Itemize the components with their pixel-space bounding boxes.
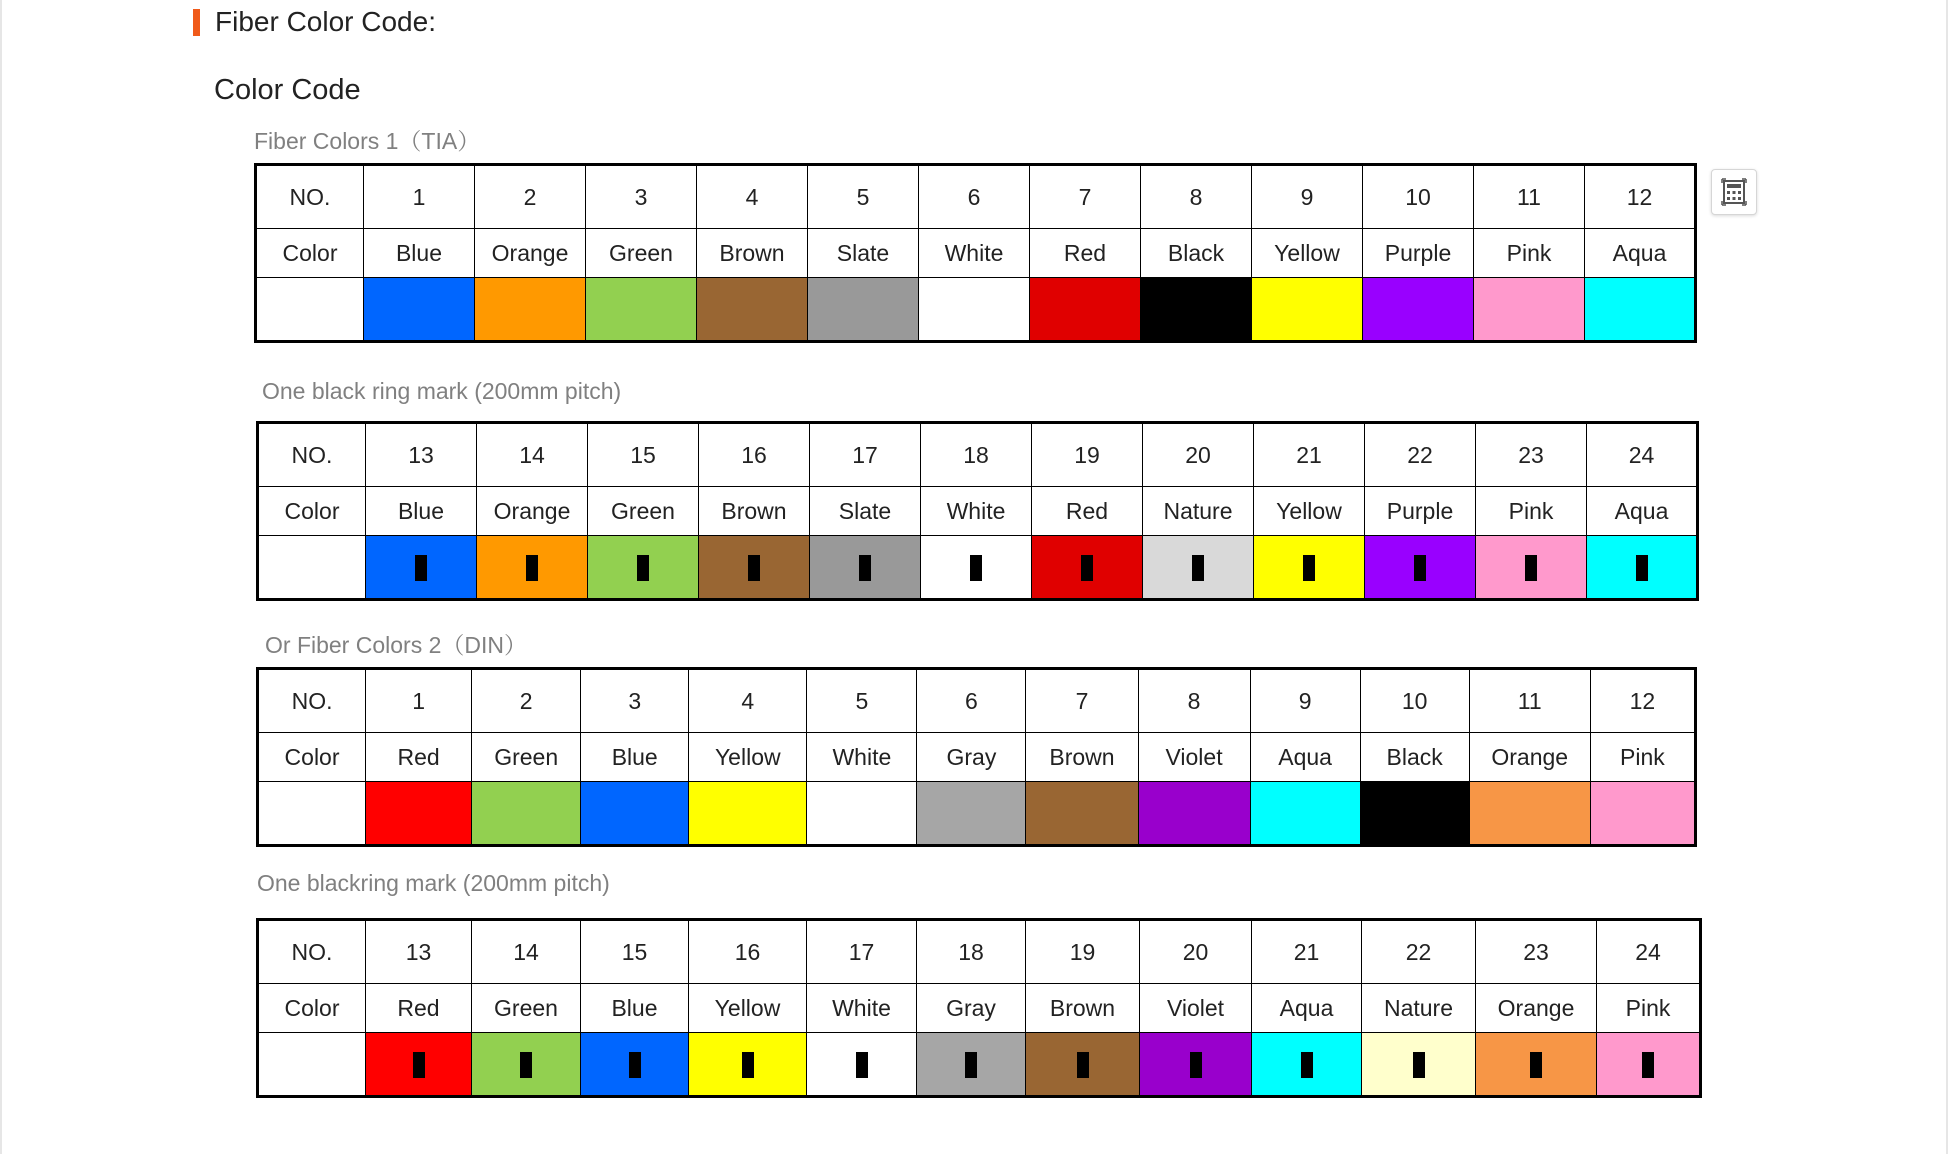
- black-ring-mark: [1525, 555, 1537, 581]
- color-swatch-cell: [364, 278, 475, 342]
- color-name-cell: Black: [1141, 229, 1252, 278]
- color-header-cell: Color: [258, 984, 366, 1033]
- color-swatch-cell: [810, 536, 921, 600]
- fiber-number-cell: 9: [1252, 165, 1363, 229]
- color-swatch-cell: [807, 782, 917, 846]
- color-swatch-cell: [366, 1033, 472, 1097]
- fiber-number-cell: 12: [1585, 165, 1696, 229]
- swatch-header-cell: [258, 536, 366, 600]
- color-swatch-cell: [1250, 782, 1360, 846]
- color-swatch-cell: [1360, 782, 1469, 846]
- color-swatch-cell: [1026, 782, 1138, 846]
- color-name-row: [256, 229, 1696, 278]
- table-caption-din: Or Fiber Colors 2（DIN）: [265, 632, 527, 658]
- black-ring-mark: [1636, 555, 1648, 581]
- color-name-cell: Gray: [917, 733, 1026, 782]
- color-name-cell: Gray: [917, 984, 1026, 1033]
- fiber-number-cell: 9: [1250, 669, 1360, 733]
- color-swatch-cell: [1252, 278, 1363, 342]
- black-ring-mark: [1077, 1052, 1089, 1078]
- color-swatch-cell: [917, 1033, 1026, 1097]
- color-header-cell: Color: [258, 487, 366, 536]
- section-heading-title: Fiber Color Code:: [215, 6, 436, 37]
- swatch-row: [258, 1033, 1701, 1097]
- fiber-number-cell: 23: [1476, 423, 1587, 487]
- black-ring-mark: [637, 555, 649, 581]
- fiber-number-cell: 5: [807, 669, 917, 733]
- fiber-number-cell: 6: [917, 669, 1026, 733]
- black-ring-mark: [1301, 1052, 1313, 1078]
- color-swatch-cell: [699, 536, 810, 600]
- color-name-cell: Pink: [1597, 984, 1701, 1033]
- no-header-cell: NO.: [258, 423, 366, 487]
- color-swatch-cell: [919, 278, 1030, 342]
- black-ring-mark: [1530, 1052, 1542, 1078]
- color-name-cell: Orange: [1469, 733, 1590, 782]
- fiber-number-cell: 18: [917, 920, 1026, 984]
- swatch-row: [258, 782, 1696, 846]
- swatch-row: [258, 536, 1698, 600]
- fiber-number-cell: 13: [366, 920, 472, 984]
- number-row: [258, 920, 1701, 984]
- color-name-cell: Red: [366, 984, 472, 1033]
- table-caption-ring-1: One black ring mark (200mm pitch): [262, 378, 622, 404]
- fiber-number-cell: 16: [689, 920, 807, 984]
- color-swatch-cell: [1474, 278, 1585, 342]
- fiber-number-cell: 4: [689, 669, 807, 733]
- color-name-cell: Blue: [581, 984, 689, 1033]
- color-swatch-cell: [366, 782, 472, 846]
- color-name-cell: Violet: [1138, 733, 1250, 782]
- number-row: [256, 165, 1696, 229]
- fiber-number-cell: 21: [1252, 920, 1362, 984]
- color-name-cell: Orange: [477, 487, 588, 536]
- color-name-cell: Brown: [1026, 984, 1140, 1033]
- color-swatch-cell: [1587, 536, 1698, 600]
- fiber-number-cell: 17: [807, 920, 917, 984]
- color-swatch-cell: [1597, 1033, 1701, 1097]
- color-name-cell: White: [919, 229, 1030, 278]
- fiber-number-cell: 1: [366, 669, 472, 733]
- color-name-row: [258, 984, 1701, 1033]
- color-swatch-cell: [1254, 536, 1365, 600]
- color-name-cell: Yellow: [689, 984, 807, 1033]
- color-name-cell: Nature: [1362, 984, 1476, 1033]
- black-ring-mark: [742, 1052, 754, 1078]
- color-swatch-cell: [807, 1033, 917, 1097]
- fiber-number-cell: 2: [475, 165, 586, 229]
- color-swatch-cell: [1365, 536, 1476, 600]
- fiber-number-cell: 2: [472, 669, 581, 733]
- color-swatch-cell: [1252, 1033, 1362, 1097]
- no-header-cell: NO.: [256, 165, 364, 229]
- heading-accent-bar: [193, 9, 200, 36]
- fiber-number-cell: 23: [1476, 920, 1597, 984]
- color-name-cell: Yellow: [689, 733, 807, 782]
- black-ring-mark: [1413, 1052, 1425, 1078]
- black-ring-mark: [1414, 555, 1426, 581]
- color-table-ring-mark-1: [256, 421, 1699, 601]
- fiber-number-cell: 6: [919, 165, 1030, 229]
- fiber-number-cell: 11: [1474, 165, 1585, 229]
- fiber-number-cell: 15: [581, 920, 689, 984]
- swatch-header-cell: [258, 1033, 366, 1097]
- black-ring-mark: [1642, 1052, 1654, 1078]
- color-name-cell: Pink: [1476, 487, 1587, 536]
- swatch-header-cell: [258, 782, 366, 846]
- fiber-number-cell: 24: [1587, 423, 1698, 487]
- color-name-cell: Green: [588, 487, 699, 536]
- color-swatch-cell: [1469, 782, 1590, 846]
- no-header-cell: NO.: [258, 920, 366, 984]
- black-ring-mark: [520, 1052, 532, 1078]
- color-name-cell: Yellow: [1252, 229, 1363, 278]
- color-name-cell: Green: [586, 229, 697, 278]
- fiber-number-cell: 22: [1365, 423, 1476, 487]
- color-name-cell: White: [807, 733, 917, 782]
- color-swatch-cell: [477, 536, 588, 600]
- fiber-number-cell: 1: [364, 165, 475, 229]
- color-name-cell: Green: [472, 984, 581, 1033]
- color-name-cell: Slate: [810, 487, 921, 536]
- color-swatch-cell: [472, 1033, 581, 1097]
- color-swatch-cell: [689, 782, 807, 846]
- color-swatch-cell: [689, 1033, 807, 1097]
- fiber-number-cell: 7: [1030, 165, 1141, 229]
- color-name-cell: Violet: [1140, 984, 1252, 1033]
- color-swatch-cell: [366, 536, 477, 600]
- black-ring-mark: [748, 555, 760, 581]
- fiber-number-cell: 19: [1032, 423, 1143, 487]
- color-name-cell: Purple: [1365, 487, 1476, 536]
- color-swatch-cell: [1138, 782, 1250, 846]
- color-swatch-cell: [1030, 278, 1141, 342]
- fiber-number-cell: 22: [1362, 920, 1476, 984]
- color-name-cell: Nature: [1143, 487, 1254, 536]
- fiber-number-cell: 14: [472, 920, 581, 984]
- color-name-cell: Red: [1030, 229, 1141, 278]
- black-ring-mark: [859, 555, 871, 581]
- color-code-subheading: Color Code: [214, 74, 361, 106]
- fiber-number-cell: 3: [581, 669, 689, 733]
- color-swatch-cell: [1363, 278, 1474, 342]
- color-swatch-cell: [808, 278, 919, 342]
- color-name-cell: Aqua: [1585, 229, 1696, 278]
- color-name-row: [258, 733, 1696, 782]
- color-swatch-cell: [921, 536, 1032, 600]
- fiber-number-cell: 10: [1360, 669, 1469, 733]
- color-swatch-cell: [472, 782, 581, 846]
- color-swatch-cell: [1585, 278, 1696, 342]
- fiber-number-cell: 17: [810, 423, 921, 487]
- fiber-number-cell: 13: [366, 423, 477, 487]
- fiber-number-cell: 20: [1140, 920, 1252, 984]
- page-left-border: [0, 0, 2, 1154]
- color-header-cell: Color: [258, 733, 366, 782]
- color-swatch-cell: [1590, 782, 1695, 846]
- color-swatch-cell: [1143, 536, 1254, 600]
- color-name-cell: Black: [1360, 733, 1469, 782]
- no-header-cell: NO.: [258, 669, 366, 733]
- fiber-number-cell: 7: [1026, 669, 1138, 733]
- color-name-cell: Blue: [581, 733, 689, 782]
- color-name-cell: Brown: [697, 229, 808, 278]
- fiber-number-cell: 8: [1138, 669, 1250, 733]
- color-swatch-cell: [581, 782, 689, 846]
- black-ring-mark: [1190, 1052, 1202, 1078]
- color-table-ring-mark-2: [256, 918, 1702, 1098]
- black-ring-mark: [415, 555, 427, 581]
- fiber-number-cell: 18: [921, 423, 1032, 487]
- color-name-cell: Green: [472, 733, 581, 782]
- color-table-din: [256, 667, 1697, 847]
- color-swatch-cell: [588, 536, 699, 600]
- color-name-cell: Orange: [1476, 984, 1597, 1033]
- black-ring-mark: [856, 1052, 868, 1078]
- color-name-cell: Aqua: [1252, 984, 1362, 1033]
- color-swatch-cell: [586, 278, 697, 342]
- black-ring-mark: [1081, 555, 1093, 581]
- color-name-cell: Yellow: [1254, 487, 1365, 536]
- color-name-cell: Pink: [1590, 733, 1695, 782]
- fiber-number-cell: 15: [588, 423, 699, 487]
- black-ring-mark: [1303, 555, 1315, 581]
- color-swatch-cell: [581, 1033, 689, 1097]
- fiber-number-cell: 19: [1026, 920, 1140, 984]
- fiber-number-cell: 8: [1141, 165, 1252, 229]
- color-swatch-cell: [1141, 278, 1252, 342]
- fiber-number-cell: 20: [1143, 423, 1254, 487]
- table-caption-tia: Fiber Colors 1（TIA）: [254, 128, 481, 154]
- swatch-header-cell: [256, 278, 364, 342]
- swatch-row: [256, 278, 1696, 342]
- black-ring-mark: [965, 1052, 977, 1078]
- fiber-number-cell: 5: [808, 165, 919, 229]
- color-swatch-cell: [1140, 1033, 1252, 1097]
- color-swatch-cell: [1476, 536, 1587, 600]
- fiber-number-cell: 10: [1363, 165, 1474, 229]
- color-swatch-cell: [697, 278, 808, 342]
- color-name-cell: Red: [1032, 487, 1143, 536]
- fiber-number-cell: 14: [477, 423, 588, 487]
- fiber-number-cell: 3: [586, 165, 697, 229]
- fiber-number-cell: 11: [1469, 669, 1590, 733]
- number-row: [258, 669, 1696, 733]
- table-caption-ring-2: One blackring mark (200mm pitch): [257, 870, 610, 896]
- color-name-cell: Blue: [364, 229, 475, 278]
- color-name-cell: Slate: [808, 229, 919, 278]
- color-swatch-cell: [1362, 1033, 1476, 1097]
- color-name-cell: Aqua: [1250, 733, 1360, 782]
- color-swatch-cell: [917, 782, 1026, 846]
- color-name-cell: Orange: [475, 229, 586, 278]
- black-ring-mark: [970, 555, 982, 581]
- color-name-cell: Aqua: [1587, 487, 1698, 536]
- fiber-number-cell: 12: [1590, 669, 1695, 733]
- table-tool-button[interactable]: [1711, 169, 1757, 215]
- color-swatch-cell: [1026, 1033, 1140, 1097]
- black-ring-mark: [413, 1052, 425, 1078]
- fiber-number-cell: 24: [1597, 920, 1701, 984]
- section-heading: [193, 7, 436, 37]
- black-ring-mark: [629, 1052, 641, 1078]
- color-header-cell: Color: [256, 229, 364, 278]
- black-ring-mark: [526, 555, 538, 581]
- color-swatch-cell: [475, 278, 586, 342]
- color-name-cell: White: [921, 487, 1032, 536]
- black-ring-mark: [1192, 555, 1204, 581]
- color-name-row: [258, 487, 1698, 536]
- color-name-cell: Purple: [1363, 229, 1474, 278]
- table-calculator-icon: [1720, 178, 1748, 206]
- fiber-number-cell: 4: [697, 165, 808, 229]
- color-table-tia: [254, 163, 1697, 343]
- fiber-number-cell: 21: [1254, 423, 1365, 487]
- color-name-cell: Red: [366, 733, 472, 782]
- fiber-number-cell: 16: [699, 423, 810, 487]
- color-name-cell: Pink: [1474, 229, 1585, 278]
- color-name-cell: Blue: [366, 487, 477, 536]
- color-swatch-cell: [1032, 536, 1143, 600]
- color-name-cell: Brown: [1026, 733, 1138, 782]
- color-swatch-cell: [1476, 1033, 1597, 1097]
- color-name-cell: White: [807, 984, 917, 1033]
- color-name-cell: Brown: [699, 487, 810, 536]
- number-row: [258, 423, 1698, 487]
